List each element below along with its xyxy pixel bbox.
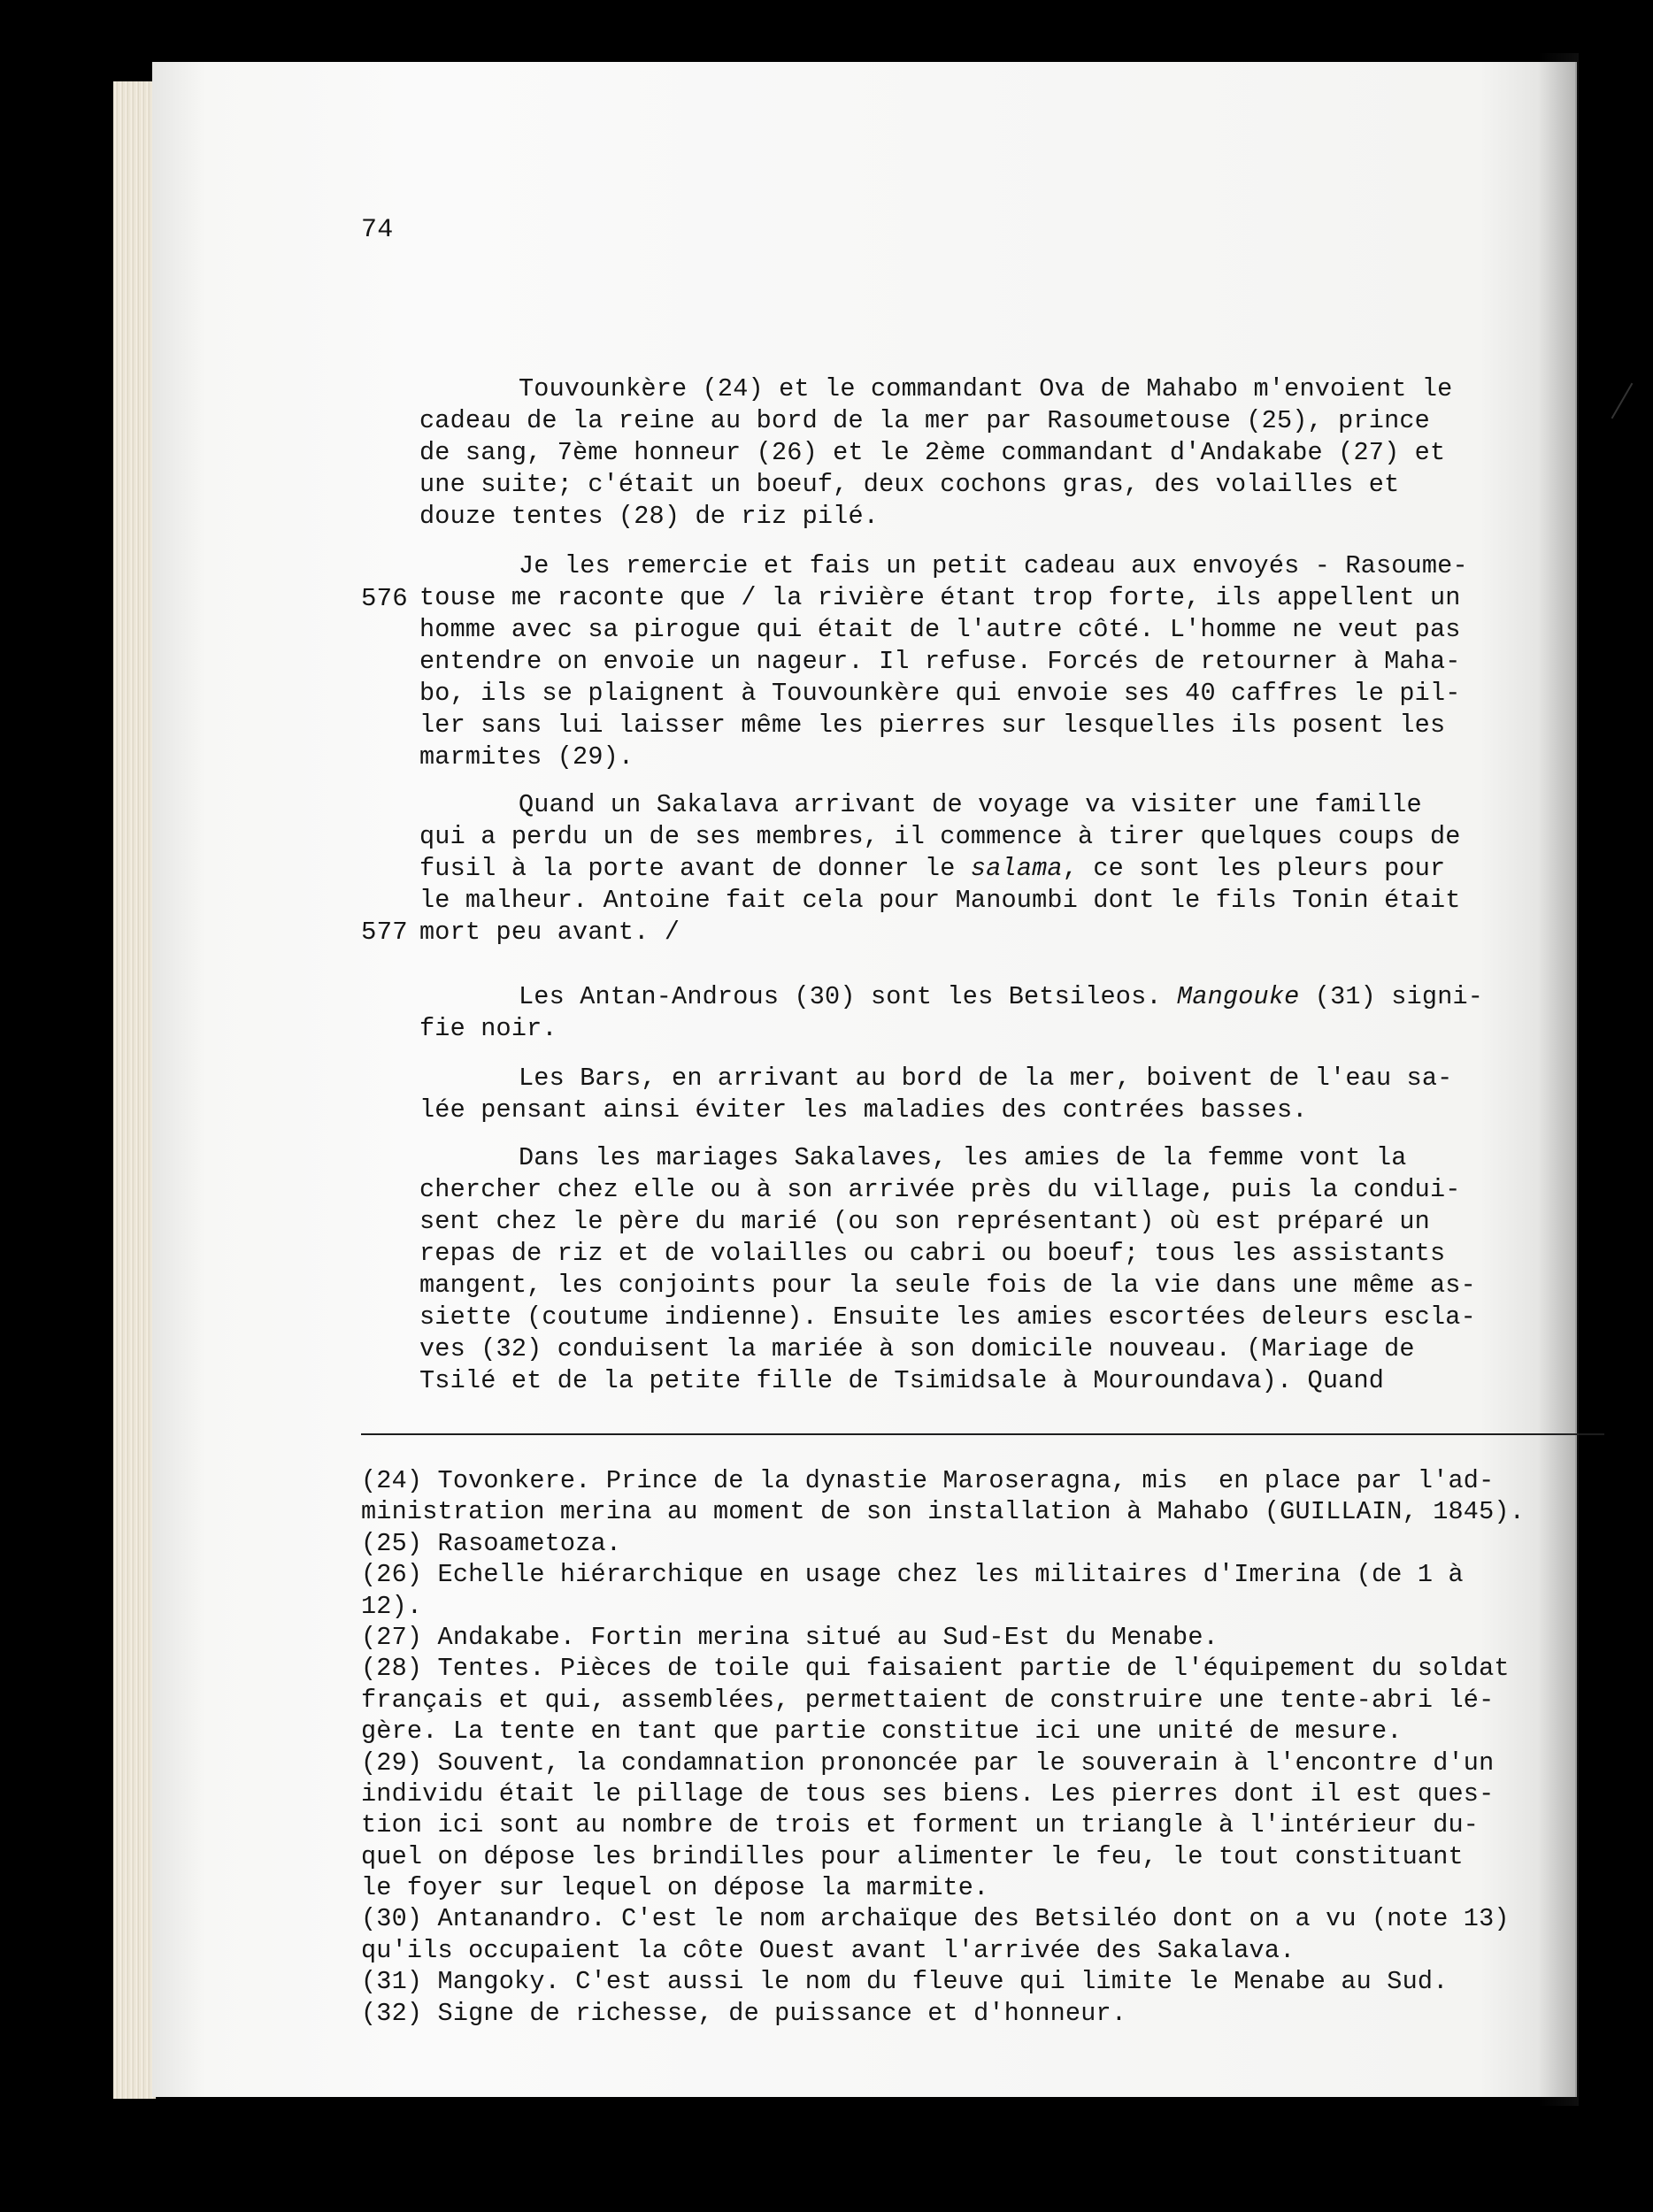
paragraph-3 [419,789,1588,949]
footnote-line: ministration merina au moment de son installation à Mahabo (GUILLAIN, 1845). [361,1497,1526,1527]
term-mangouke: Mangouke [1177,982,1300,1011]
margin-marker: 577 [361,918,408,947]
text-line: fie noir. [419,1014,557,1043]
text-line: une suite; c'était un boeuf, deux cochons gras, des volailles et [419,470,1400,499]
page-gutter-shadow [1538,53,1579,2106]
text-line: entendre on envoie un nageur. Il refuse. Forcés de retourner à Maha- [419,647,1461,676]
text-line: repas de riz et de volailles ou cabri ou boeuf; tous les assistants [419,1239,1446,1268]
text-line: marmites (29). [419,742,634,772]
text-segment: , ce sont les pleurs pour [1062,854,1446,883]
paragraph-1 [419,373,1588,533]
text-line: Je les remercie et fais un petit cadeau aux envoyés - Rasoume- [519,551,1468,580]
text-segment: fusil à la porte avant de donner le [419,854,971,883]
text-line: mangent, les conjoints pour la seule fois de la vie dans une même as- [419,1271,1476,1300]
footnote-line: qu'ils occupaient la côte Ouest avant l'arrivée des Sakalava. [361,1935,1295,1965]
text-line: douze tentes (28) de riz pilé. [419,502,880,531]
text-line: ves (32) conduisent la mariée à son domicile nouveau. (Mariage de [419,1334,1415,1363]
text-line: Quand un Sakalava arrivant de voyage va visiter une famille [519,790,1422,819]
text-line: bo, ils se plaignent à Touvounkère qui envoie ses 40 caffres le pil- [419,679,1461,708]
footnote-line: quel on dépose les brindilles pour alimenter le feu, le tout constituant [361,1841,1464,1871]
text-segment: (31) signi- [1299,982,1484,1011]
text-line: mort peu avant. / [419,918,680,947]
book-page [152,62,1577,2097]
footnote-line: (24) Tovonkere. Prince de la dynastie Maroseragna, mis en place par l'ad- [361,1466,1495,1495]
paragraph-5 [419,1063,1588,1126]
footnote-line: (30) Antanandro. C'est le nom archaïque des Betsiléo dont on a vu (note 13) [361,1904,1510,1934]
text-line: Touvounkère (24) et le commandant Ova de Mahabo m'envoient le [519,374,1453,403]
text-line: ler sans lui laisser même les pierres sur lesquelles ils posent les [419,710,1446,740]
text-line: siette (coutume indienne). Ensuite les amies escortées deleurs escla- [419,1302,1476,1332]
text-line: lée pensant ainsi éviter les maladies des contrées basses. [419,1095,1308,1125]
footnote-line: français et qui, assemblées, permettaient de construire une tente-abri lé- [361,1685,1495,1715]
text-line: Les Bars, en arrivant au bord de la mer, boivent de l'eau sa- [519,1064,1453,1093]
footnotes [361,1465,1600,2029]
pencil-mark [1611,383,1634,419]
footnote-line: individu était le pillage de tous ses biens. Les pierres dont il est ques- [361,1778,1495,1809]
footnote-separator [361,1433,1604,1435]
text-line: Tsilé et de la petite fille de Tsimidsale à Mouroundava). Quand [419,1366,1385,1395]
text-line [419,853,1588,885]
footnote-line: le foyer sur lequel on dépose la marmite. [361,1873,989,1903]
footnote-line: tion ici sont au nombre de trois et forment un triangle à l'intérieur du- [361,1810,1480,1840]
text-line: cadeau de la reine au bord de la mer par Rasoumetouse (25), prince [419,406,1430,435]
margin-marker: 576 [361,584,408,613]
text-line [419,981,1588,1013]
text-line: Dans les mariages Sakalaves, les amies de la femme vont la [519,1143,1407,1172]
term-salama: salama [970,854,1063,883]
text-line: homme avec sa pirogue qui était de l'autre côté. L'homme ne veut pas [419,615,1461,644]
footnote-line: (25) Rasoametoza. [361,1528,622,1558]
paragraph-6 [419,1142,1588,1397]
text-line: chercher chez elle ou à son arrivée près du village, puis la condui- [419,1175,1461,1204]
text-line: le malheur. Antoine fait cela pour Manoumbi dont le fils Tonin était [419,886,1461,915]
footnote-line: (26) Echelle hiérarchique en usage chez les militaires d'Imerina (de 1 à [361,1560,1464,1590]
footnote-line: (32) Signe de richesse, de puissance et d'honneur. [361,1998,1127,2028]
footnote-line: gère. La tente en tant que partie constitue ici une unité de mesure. [361,1717,1403,1747]
paragraph-4 [419,981,1588,1045]
text-line: touse me raconte que / la rivière étant trop forte, ils appellent un [419,583,1461,612]
text-line: sent chez le père du marié (ou son représentant) où est préparé un [419,1207,1430,1236]
text-line: qui a perdu un de ses membres, il commence à tirer quelques coups de [419,822,1461,851]
footnote-line: (27) Andakabe. Fortin merina situé au Sud-Est du Menabe. [361,1622,1219,1652]
text-line: de sang, 7ème honneur (26) et le 2ème commandant d'Andakabe (27) et [419,438,1446,467]
footnote-line: (29) Souvent, la condamnation prononcée par le souverain à l'encontre d'un [361,1747,1495,1778]
footnote-line: 12). [361,1591,423,1621]
text-segment: Les Antan-Androus (30) sont les Betsileos. [519,982,1178,1011]
page-number: 74 [361,215,394,245]
paragraph-2 [419,550,1588,773]
page-text [152,62,1575,2097]
page-edges [113,81,156,2099]
footnote-line: (28) Tentes. Pièces de toile qui faisaient partie de l'équipement du soldat [361,1654,1510,1684]
footnote-line: (31) Mangoky. C'est aussi le nom du fleuve qui limite le Menabe au Sud. [361,1967,1449,1997]
